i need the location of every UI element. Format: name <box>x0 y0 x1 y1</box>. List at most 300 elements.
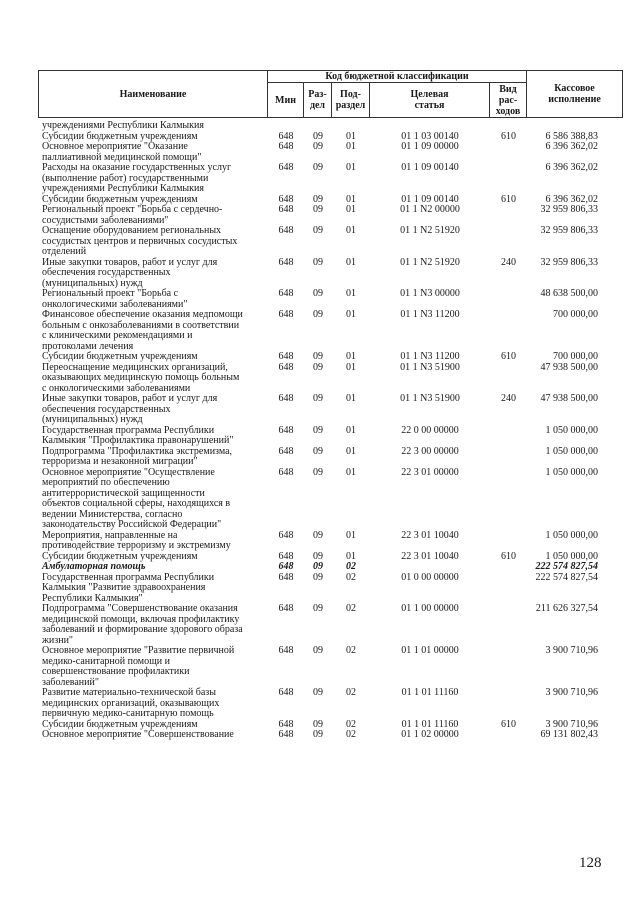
target-cell: 22 0 00 00000 <box>401 424 459 436</box>
name-cell: заболеваний" <box>42 676 99 688</box>
razdel-cell: 09 <box>313 225 323 236</box>
podrazdel-cell <box>332 415 370 426</box>
min-cell <box>268 699 304 710</box>
podrazdel-cell <box>332 520 370 531</box>
amount-cell <box>527 415 623 426</box>
header-min: Мин <box>268 83 304 117</box>
podrazdel-cell: 01 <box>346 162 356 173</box>
podrazdel-cell: 02 <box>346 729 356 740</box>
razdel-cell: 09 <box>313 571 323 583</box>
target-cell <box>370 625 490 636</box>
razdel-cell <box>304 174 332 185</box>
min-cell <box>268 499 304 510</box>
target-cell <box>370 709 490 720</box>
min-cell <box>268 667 304 678</box>
min-cell <box>268 373 304 384</box>
name-cell: медико-санитарной помощи и <box>42 655 170 667</box>
target-cell <box>370 121 490 132</box>
amount-cell <box>527 184 623 195</box>
podrazdel-cell: 01 <box>346 351 356 362</box>
target-cell: 22 3 01 10040 <box>401 529 459 541</box>
amount-cell: 1 050 000,00 <box>545 466 598 478</box>
name-cell: Основное мероприятие "Оказание <box>42 141 188 152</box>
podrazdel-cell: 02 <box>346 603 356 614</box>
vid-cell <box>490 121 527 132</box>
amount-cell <box>527 615 623 626</box>
name-cell: Иные закупки товаров, работ и услуг для <box>42 393 218 404</box>
target-cell: 01 1 N3 00000 <box>400 288 460 299</box>
min-cell: 648 <box>278 309 294 320</box>
amount-cell: 32 959 806,33 <box>540 256 598 268</box>
header-vid-line1: Вид <box>499 83 517 95</box>
table-row <box>38 289 623 300</box>
target-cell: 22 3 00 00000 <box>401 445 459 457</box>
table-row <box>38 520 623 531</box>
target-cell <box>370 415 490 426</box>
razdel-cell: 09 <box>313 351 323 362</box>
razdel-cell <box>304 184 332 195</box>
name-cell: Развитие материально-технической базы <box>42 687 216 698</box>
name-cell: (муниципальных) нужд <box>42 277 143 289</box>
podrazdel-cell <box>332 321 370 332</box>
razdel-cell <box>304 457 332 468</box>
table-row <box>38 310 623 321</box>
podrazdel-cell: 01 <box>346 393 356 404</box>
header-code-group: Код бюджетной классификации <box>268 71 527 83</box>
min-cell <box>268 247 304 258</box>
amount-cell <box>527 625 623 636</box>
header-vid <box>490 83 527 117</box>
header-razdel-line2: дел <box>309 100 326 111</box>
table-row <box>38 373 623 384</box>
table-row <box>38 226 623 237</box>
header-target-line1: Целевая <box>410 89 449 100</box>
table-header <box>38 70 623 118</box>
min-cell <box>268 520 304 531</box>
name-cell: медицинской помощи, включая профилактику <box>42 613 240 625</box>
vid-cell <box>490 678 527 689</box>
name-cell: (муниципальных) нужд <box>42 414 143 425</box>
amount-cell <box>527 489 623 500</box>
target-cell: 01 1 01 11160 <box>401 687 459 698</box>
vid-cell <box>490 489 527 500</box>
min-cell: 648 <box>278 729 294 740</box>
vid-cell: 240 <box>501 393 516 404</box>
podrazdel-cell: 01 <box>346 529 356 541</box>
razdel-cell <box>304 478 332 489</box>
podrazdel-cell <box>332 478 370 489</box>
table-row <box>38 352 623 363</box>
table-row <box>38 247 623 258</box>
table-row <box>38 688 623 699</box>
vid-cell <box>490 657 527 668</box>
target-cell <box>370 331 490 342</box>
page-number: 128 <box>579 855 602 871</box>
table-body <box>38 121 623 741</box>
target-cell <box>370 541 490 552</box>
podrazdel-cell <box>332 709 370 720</box>
header-cash-line1: Кассовое <box>554 83 595 94</box>
header-cash-line2: исполнение <box>548 94 601 105</box>
header-target-line2: статья <box>414 100 445 111</box>
vid-cell: 610 <box>501 193 516 205</box>
min-cell: 648 <box>278 687 294 698</box>
amount-cell: 6 396 362,02 <box>545 141 598 152</box>
podrazdel-cell <box>332 121 370 132</box>
podrazdel-cell: 01 <box>346 141 356 152</box>
amount-cell: 1 050 000,00 <box>545 445 598 457</box>
razdel-cell: 09 <box>313 561 323 572</box>
razdel-cell <box>304 405 332 416</box>
amount-cell <box>527 457 623 468</box>
target-cell <box>370 510 490 521</box>
podrazdel-cell <box>332 237 370 248</box>
vid-cell <box>490 478 527 489</box>
podrazdel-cell <box>332 405 370 416</box>
min-cell: 648 <box>278 256 294 268</box>
razdel-cell <box>304 615 332 626</box>
min-cell: 648 <box>278 445 294 457</box>
vid-cell <box>490 373 527 384</box>
min-cell: 648 <box>278 225 294 236</box>
podrazdel-cell <box>332 583 370 594</box>
razdel-cell <box>304 321 332 332</box>
name-cell: жизни" <box>42 634 73 646</box>
min-cell <box>268 184 304 195</box>
name-cell: законодательству Российской Федерации" <box>42 519 222 530</box>
vid-cell <box>490 636 527 647</box>
name-cell: Подпрограмма "Совершенствование оказания <box>42 603 238 614</box>
podrazdel-cell: 02 <box>346 687 356 698</box>
target-cell: 01 1 N2 51920 <box>400 225 460 236</box>
vid-cell <box>490 468 527 479</box>
name-cell: Финансовое обеспечение оказания медпомощи <box>42 309 243 320</box>
header-razdel <box>304 83 332 117</box>
podrazdel-cell: 01 <box>346 466 356 478</box>
name-cell: сосудистых центров и первичных сосудистых <box>42 235 238 247</box>
amount-cell <box>527 405 623 416</box>
vid-cell <box>490 174 527 185</box>
name-cell: противодействие терроризму и экстремизму <box>42 540 231 551</box>
vid-cell <box>490 237 527 248</box>
target-cell: 01 1 03 00140 <box>401 130 459 142</box>
vid-cell <box>490 625 527 636</box>
razdel-cell <box>304 268 332 279</box>
amount-cell <box>527 699 623 710</box>
razdel-cell: 09 <box>313 445 323 457</box>
amount-cell <box>527 478 623 489</box>
target-cell <box>370 405 490 416</box>
razdel-cell: 09 <box>313 288 323 299</box>
amount-cell <box>527 331 623 342</box>
table-row <box>38 142 623 153</box>
name-cell: сосудистыми заболеваниями" <box>42 214 169 226</box>
min-cell <box>268 415 304 426</box>
target-cell: 01 1 N3 51900 <box>400 361 460 373</box>
table-row <box>38 205 623 216</box>
podrazdel-cell: 01 <box>346 256 356 268</box>
amount-cell <box>527 499 623 510</box>
target-cell <box>370 174 490 185</box>
amount-cell: 700 000,00 <box>553 351 598 362</box>
vid-cell <box>490 216 527 227</box>
amount-cell: 6 396 362,02 <box>545 193 598 205</box>
name-cell: Основное мероприятие "Развитие первичной <box>42 645 235 656</box>
razdel-cell <box>304 237 332 248</box>
vid-cell <box>490 153 527 164</box>
name-cell: Государственная программа Республики <box>42 571 215 583</box>
amount-cell: 1 050 000,00 <box>545 529 598 541</box>
name-cell: первичную медико-санитарную помощь <box>42 708 214 719</box>
vid-cell <box>490 289 527 300</box>
target-cell <box>370 321 490 332</box>
target-cell <box>370 184 490 195</box>
name-cell: Государственная программа Республики <box>42 424 215 436</box>
amount-cell: 700 000,00 <box>553 309 598 320</box>
razdel-cell: 09 <box>313 645 323 656</box>
name-cell: медицинских организаций, оказывающих <box>42 697 220 709</box>
target-cell <box>370 562 490 573</box>
razdel-cell: 09 <box>313 687 323 698</box>
podrazdel-cell: 01 <box>346 225 356 236</box>
razdel-cell: 09 <box>313 466 323 478</box>
min-cell <box>268 615 304 626</box>
razdel-cell <box>304 510 332 521</box>
vid-cell: 610 <box>501 718 516 730</box>
podrazdel-cell <box>332 615 370 626</box>
target-cell: 01 1 N3 51900 <box>400 393 460 404</box>
podrazdel-cell <box>332 373 370 384</box>
min-cell <box>268 489 304 500</box>
amount-cell: 3 900 710,96 <box>545 687 598 698</box>
min-cell <box>268 657 304 668</box>
name-cell: Региональный проект "Борьба с сердечно- <box>42 204 223 215</box>
min-cell <box>268 174 304 185</box>
table-row <box>38 562 623 573</box>
header-razdel-line1: Раз- <box>308 89 327 100</box>
name-cell: Основное мероприятие "Совершенствование <box>42 729 234 740</box>
razdel-cell: 09 <box>313 718 323 730</box>
amount-cell: 3 900 710,96 <box>545 645 598 656</box>
min-cell: 648 <box>278 204 294 215</box>
name-cell: Калмыкия "Профилактика правонарушений" <box>42 435 234 446</box>
name-cell: учреждениями Республики Калмыкия <box>42 183 204 194</box>
razdel-cell: 09 <box>313 361 323 373</box>
amount-cell: 222 574 827,54 <box>535 571 598 583</box>
name-cell: Региональный проект "Борьба с <box>42 288 179 299</box>
amount-cell: 47 938 500,00 <box>540 393 598 404</box>
razdel-cell <box>304 541 332 552</box>
target-cell: 01 1 N3 11200 <box>400 309 460 320</box>
min-cell: 648 <box>278 466 294 478</box>
amount-cell <box>527 321 623 332</box>
podrazdel-cell: 02 <box>346 561 356 572</box>
target-cell <box>370 667 490 678</box>
target-cell: 01 1 N2 00000 <box>400 204 460 215</box>
vid-cell <box>490 426 527 437</box>
target-cell: 22 3 01 00000 <box>401 466 459 478</box>
vid-cell <box>490 531 527 542</box>
razdel-cell <box>304 415 332 426</box>
min-cell: 648 <box>278 193 294 205</box>
name-cell: Республики Калмыкия" <box>42 592 143 604</box>
amount-cell: 1 050 000,00 <box>545 550 598 562</box>
amount-cell <box>527 657 623 668</box>
name-cell: Субсидии бюджетным учреждениям <box>42 351 198 362</box>
name-cell: терроризма и незаконной миграции" <box>42 456 198 467</box>
name-cell: антитеррористической защищенности <box>42 487 205 499</box>
header-podrazdel-line2: раздел <box>335 100 366 111</box>
amount-cell: 222 574 827,54 <box>535 561 598 572</box>
table-row <box>38 499 623 510</box>
name-cell: Переоснащение медицинских организаций, <box>42 361 228 373</box>
name-cell: мероприятий по обеспечению <box>42 477 170 488</box>
name-cell: Расходы на оказание государственных услуг <box>42 162 232 173</box>
target-cell <box>370 699 490 710</box>
target-cell <box>370 247 490 258</box>
vid-cell <box>490 667 527 678</box>
podrazdel-cell <box>332 247 370 258</box>
target-cell <box>370 436 490 447</box>
name-cell: паллиативной медицинской помощи" <box>42 151 202 163</box>
target-cell: 01 1 01 00000 <box>401 645 459 656</box>
vid-cell <box>490 363 527 374</box>
razdel-cell: 09 <box>313 204 323 215</box>
podrazdel-cell <box>332 331 370 342</box>
amount-cell <box>527 247 623 258</box>
amount-cell: 32 959 806,33 <box>540 225 598 236</box>
min-cell: 648 <box>278 561 294 572</box>
vid-cell <box>490 205 527 216</box>
header-vid-line2: рас- <box>498 94 518 106</box>
podrazdel-cell <box>332 510 370 521</box>
name-cell: Мероприятия, направленные на <box>42 529 178 541</box>
podrazdel-cell <box>332 699 370 710</box>
razdel-cell <box>304 657 332 668</box>
amount-cell <box>527 709 623 720</box>
vid-cell <box>490 604 527 615</box>
vid-cell <box>490 447 527 458</box>
table-row <box>38 163 623 174</box>
table-row <box>38 394 623 405</box>
name-cell: Основное мероприятие "Осуществление <box>42 466 215 478</box>
podrazdel-cell: 01 <box>346 361 356 373</box>
podrazdel-cell: 01 <box>346 288 356 299</box>
razdel-cell <box>304 499 332 510</box>
razdel-cell: 09 <box>313 130 323 142</box>
table-row <box>38 625 623 636</box>
name-cell: совершенствование профилактики <box>42 666 190 677</box>
podrazdel-cell <box>332 657 370 668</box>
header-podrazdel-line1: Под- <box>340 89 361 100</box>
target-cell <box>370 478 490 489</box>
name-cell: с клиническими рекомендациями и <box>42 330 193 341</box>
amount-cell <box>527 268 623 279</box>
vid-cell <box>490 499 527 510</box>
name-cell: онкологическими заболеваниями" <box>42 298 188 310</box>
target-cell <box>370 520 490 531</box>
min-cell: 648 <box>278 529 294 541</box>
min-cell <box>268 237 304 248</box>
table-row <box>38 730 623 741</box>
min-cell <box>268 331 304 342</box>
razdel-cell <box>304 583 332 594</box>
podrazdel-cell: 01 <box>346 550 356 562</box>
podrazdel-cell: 01 <box>346 193 356 205</box>
vid-cell <box>490 436 527 447</box>
amount-cell <box>527 436 623 447</box>
target-cell <box>370 657 490 668</box>
razdel-cell <box>304 121 332 132</box>
header-vid-line3: ходов <box>495 105 521 117</box>
razdel-cell: 09 <box>313 309 323 320</box>
name-cell: Амбулаторная помощь <box>42 561 146 572</box>
target-cell <box>370 237 490 248</box>
podrazdel-cell <box>332 174 370 185</box>
min-cell <box>268 121 304 132</box>
vid-cell <box>490 541 527 552</box>
table-row <box>38 415 623 426</box>
min-cell: 648 <box>278 288 294 299</box>
razdel-cell <box>304 489 332 500</box>
vid-cell <box>490 279 527 290</box>
amount-cell <box>527 583 623 594</box>
razdel-cell: 09 <box>313 424 323 436</box>
name-cell: Калмыкия "Развитие здравоохранения <box>42 582 206 593</box>
target-cell <box>370 615 490 626</box>
header-name: Наименование <box>39 71 268 117</box>
razdel-cell <box>304 373 332 384</box>
podrazdel-cell <box>332 457 370 468</box>
min-cell: 648 <box>278 645 294 656</box>
name-cell: объектов социальной сферы, находящихся в <box>42 498 231 509</box>
razdel-cell: 09 <box>313 529 323 541</box>
min-cell <box>268 436 304 447</box>
vid-cell <box>490 405 527 416</box>
razdel-cell <box>304 436 332 447</box>
name-cell: обеспечения государственных <box>42 267 171 278</box>
amount-cell: 6 586 388,83 <box>545 130 598 142</box>
min-cell <box>268 541 304 552</box>
podrazdel-cell: 01 <box>346 309 356 320</box>
min-cell <box>268 478 304 489</box>
table-row <box>38 436 623 447</box>
name-cell: Субсидии бюджетным учреждениям <box>42 193 198 205</box>
vid-cell <box>490 520 527 531</box>
vid-cell <box>490 142 527 153</box>
vid-cell <box>490 573 527 584</box>
min-cell <box>268 268 304 279</box>
min-cell <box>268 321 304 332</box>
target-cell: 01 1 00 00000 <box>401 603 459 614</box>
vid-cell: 610 <box>501 351 516 362</box>
target-cell: 01 1 09 00000 <box>401 141 459 152</box>
vid-cell <box>490 688 527 699</box>
name-cell: Субсидии бюджетным учреждениям <box>42 130 198 142</box>
min-cell: 648 <box>278 393 294 404</box>
min-cell: 648 <box>278 550 294 562</box>
razdel-cell <box>304 667 332 678</box>
vid-cell <box>490 709 527 720</box>
vid-cell <box>490 300 527 311</box>
amount-cell <box>527 373 623 384</box>
header-target <box>370 83 490 117</box>
vid-cell <box>490 510 527 521</box>
table-row <box>38 604 623 615</box>
header-cash <box>527 71 622 117</box>
target-cell: 01 1 N3 11200 <box>400 351 460 362</box>
table-row <box>38 121 623 132</box>
